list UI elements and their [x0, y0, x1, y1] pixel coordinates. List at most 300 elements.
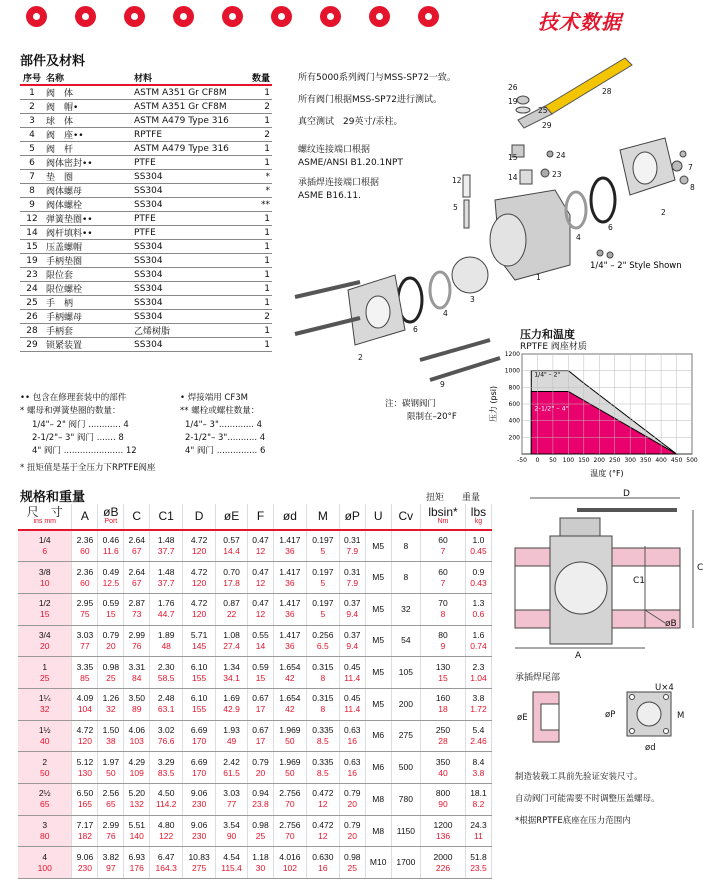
value-inch: 2.87 — [128, 598, 146, 609]
part-material: SS304 — [132, 240, 242, 254]
value-metric: 115.4 — [221, 862, 242, 873]
value-inch: 2½ — [38, 788, 51, 799]
specs-cell — [216, 688, 248, 720]
specs-cell — [339, 688, 365, 720]
value-inch: 1/4 — [38, 535, 51, 546]
value-metric: 44.7 — [157, 609, 175, 620]
specs-cell — [98, 752, 124, 784]
header-dot — [320, 6, 341, 27]
specs-cell — [365, 657, 391, 689]
part-no: 28 — [20, 324, 44, 338]
part-material: 乙烯树脂 — [132, 324, 242, 338]
value-metric: 25 — [347, 862, 357, 873]
specs-cell — [216, 784, 248, 816]
value-inch: 0.98 — [343, 851, 361, 862]
specs-row — [18, 720, 492, 752]
value-metric: 10 — [39, 577, 50, 588]
specs-cell — [421, 625, 466, 657]
value-inch: 1.654 — [279, 693, 301, 704]
value-metric: 103 — [129, 735, 144, 746]
chart-x-tick: 200 — [593, 457, 605, 464]
value-metric: 17 — [255, 735, 266, 746]
value-inch: 1½ — [38, 724, 51, 735]
value-inch: M8 — [372, 825, 385, 836]
value-inch: 0.67 — [252, 724, 269, 735]
value-metric: 16 — [318, 862, 328, 873]
specs-cell — [124, 752, 150, 784]
specs-col-unit: ins mm — [33, 518, 56, 525]
value-metric: 77 — [80, 640, 90, 651]
value-metric: 0.45 — [470, 546, 487, 557]
specs-cell — [18, 593, 72, 625]
header-dot — [173, 6, 194, 27]
value-metric: 37.7 — [157, 546, 175, 557]
part-qty: ** — [242, 198, 272, 212]
value-inch: 1.417 — [279, 535, 301, 546]
parts-row — [20, 170, 272, 184]
specs-cell — [465, 562, 491, 594]
value-metric: 42 — [285, 704, 295, 715]
value-inch: 3.03 — [76, 629, 94, 640]
specs-cell — [216, 562, 248, 594]
specs-cell — [421, 847, 466, 879]
specs-cell — [306, 688, 339, 720]
specs-cell — [124, 657, 150, 689]
part-material: SS304 — [132, 296, 242, 310]
specs-cell — [124, 530, 150, 562]
value-metric: 132 — [129, 799, 144, 810]
parts-row — [20, 156, 272, 170]
part-label: 24 — [556, 151, 566, 160]
value-metric: 23.8 — [252, 799, 269, 810]
value-metric: 65 — [39, 799, 50, 810]
value-metric: 109 — [129, 767, 144, 778]
value-inch: 5.4 — [472, 724, 485, 735]
chart-y-tick: 600 — [508, 401, 520, 408]
specs-cell — [273, 593, 306, 625]
specs-col-header — [216, 504, 248, 530]
chart-title: 压力和温度 — [520, 328, 575, 341]
value-inch: 6.10 — [190, 693, 208, 704]
value-metric: 230 — [192, 831, 207, 842]
parts-row — [20, 100, 272, 114]
specs-col-unit: Nm — [437, 518, 449, 525]
value-metric: 170 — [192, 767, 207, 778]
part-qty: 1 — [242, 296, 272, 310]
parts-row — [20, 198, 272, 212]
part-no: 4 — [20, 128, 44, 142]
value-metric: 7 — [440, 577, 446, 588]
value-inch: 6.47 — [157, 851, 175, 862]
specs-cell — [18, 657, 72, 689]
part-label: 12 — [452, 176, 462, 185]
chart-y-label: 压力 (psi) — [489, 385, 498, 423]
value-metric: 122 — [159, 831, 174, 842]
parts-row — [20, 296, 272, 310]
value-inch: 60 — [438, 535, 448, 546]
value-metric: 67 — [132, 546, 142, 557]
specs-cell — [391, 593, 420, 625]
value-metric: 27.4 — [223, 640, 240, 651]
specs-cell — [150, 562, 183, 594]
value-inch: 2.36 — [76, 535, 94, 546]
parts-col-name: 名称 — [44, 70, 132, 85]
value-inch: 4 — [42, 851, 48, 862]
specs-cell — [98, 530, 124, 562]
value-metric: 70 — [285, 831, 295, 842]
specs-cell — [339, 593, 365, 625]
specs-cell — [98, 784, 124, 816]
value-inch: 6.69 — [190, 756, 208, 767]
page-title: 技术数据 — [538, 10, 622, 34]
specs-cell — [72, 847, 98, 879]
value-metric: 32 — [106, 704, 116, 715]
part-name: 锁紧装置 — [44, 338, 132, 352]
part-no: 7 — [20, 170, 44, 184]
value-inch: 60 — [438, 566, 448, 577]
value-inch: 0.87 — [223, 598, 240, 609]
chart-series-label: 2-1/2" – 4" — [534, 404, 569, 413]
specs-cell — [18, 688, 72, 720]
value-inch: 350 — [435, 756, 451, 767]
specs-cell — [150, 847, 183, 879]
value-inch: 8 — [403, 540, 409, 551]
specs-col-header — [98, 504, 124, 530]
specs-row — [18, 847, 492, 879]
specs-cell — [150, 625, 183, 657]
value-metric: 23.5 — [470, 862, 487, 873]
footnote: 制造装载工具前先验证安装尺寸。 — [515, 772, 643, 782]
value-metric: 155 — [192, 704, 207, 715]
specs-row — [18, 688, 492, 720]
value-metric: 22 — [226, 609, 237, 620]
value-inch: 200 — [398, 698, 413, 709]
note-nut-qty: * 螺母和弹簧垫圈的数量： — [20, 406, 121, 416]
value-metric: 164.3 — [155, 862, 177, 873]
value-inch: 1.6 — [472, 629, 485, 640]
part-name: 手柄套 — [44, 324, 132, 338]
value-metric: 32 — [39, 704, 50, 715]
part-qty: * — [242, 170, 272, 184]
specs-cell — [216, 847, 248, 879]
info-line: ASME/ANSI B1.20.1NPT — [298, 158, 403, 168]
part-qty: 1 — [242, 254, 272, 268]
specs-col-key: M — [317, 509, 328, 523]
part-material: SS304 — [132, 254, 242, 268]
value-inch: 4.72 — [190, 598, 208, 609]
specs-cell — [365, 784, 391, 816]
value-inch: 3 — [42, 820, 48, 831]
value-metric: 18 — [438, 704, 448, 715]
header-dot — [124, 6, 145, 27]
value-inch: 0.98 — [252, 820, 269, 831]
specs-cell — [339, 657, 365, 689]
specs-col-key: øB — [103, 505, 119, 519]
part-material: ASTM A351 Gr CF8M — [132, 100, 242, 114]
chart-x-tick: 450 — [670, 457, 683, 464]
specs-cell — [98, 562, 124, 594]
part-material: SS304 — [132, 170, 242, 184]
value-metric: 182 — [77, 831, 92, 842]
value-inch: 0.57 — [223, 535, 240, 546]
value-inch: 10.83 — [188, 851, 210, 862]
specs-cell — [248, 847, 274, 879]
part-name: 手柄螺母 — [44, 310, 132, 324]
specs-cell — [216, 752, 248, 784]
parts-col-material: 材料 — [132, 70, 242, 85]
value-inch: 9.06 — [76, 851, 94, 862]
part-material: ASTM A479 Type 316 — [132, 142, 242, 156]
value-inch: 0.46 — [102, 535, 120, 546]
chart-x-tick: 400 — [655, 457, 667, 464]
value-metric: 83.5 — [157, 767, 175, 778]
value-metric: 63.1 — [157, 704, 175, 715]
part-label: 4 — [576, 233, 581, 242]
chart-x-tick: 100 — [562, 457, 575, 464]
value-inch: 1 — [42, 661, 48, 672]
value-inch: 54 — [401, 635, 411, 646]
pressure-temperature-chart — [484, 348, 704, 480]
value-metric: 12 — [255, 546, 266, 557]
value-metric: 1.72 — [470, 704, 487, 715]
value-inch: 1.89 — [157, 629, 175, 640]
value-metric: 67 — [132, 577, 142, 588]
note-nut-item: 1/4"– 2" 阀门 ............ 4 — [32, 420, 129, 430]
specs-col-header — [72, 504, 98, 530]
specs-cell — [18, 562, 72, 594]
part-qty: 1 — [242, 268, 272, 282]
note-bolt-item: 2-1/2"– 3"........... 4 — [185, 433, 266, 443]
value-inch: 1/2 — [38, 598, 51, 609]
specs-col-key: U — [373, 509, 383, 523]
value-inch: 0.70 — [223, 566, 240, 577]
part-qty: 1 — [242, 212, 272, 226]
specs-title: 规格和重量 — [20, 490, 86, 505]
part-name: 手 柄 — [44, 296, 132, 310]
part-name: 阀 杆 — [44, 142, 132, 156]
info-line: 承插焊连接端口根据 — [298, 178, 380, 188]
specs-cell — [306, 815, 339, 847]
value-inch: 4.54 — [223, 851, 240, 862]
value-metric: 8 — [440, 609, 446, 620]
value-inch: 3.29 — [157, 756, 175, 767]
value-inch: 6.10 — [190, 661, 208, 672]
value-metric: 8 — [320, 704, 326, 715]
value-metric: 114.2 — [155, 799, 177, 810]
value-inch: M5 — [372, 635, 385, 646]
part-no: 8 — [20, 184, 44, 198]
value-metric: 136 — [435, 831, 451, 842]
value-metric: 170 — [192, 735, 207, 746]
specs-cell — [339, 562, 365, 594]
value-metric: 8.5 — [316, 735, 329, 746]
value-inch: 0.79 — [102, 629, 120, 640]
value-metric: 76 — [106, 831, 116, 842]
value-metric: 25 — [39, 672, 50, 683]
valve-dimension-drawing — [505, 488, 705, 663]
parts-row — [20, 282, 272, 296]
specs-col-header — [183, 504, 216, 530]
value-metric: 120 — [77, 735, 92, 746]
part-qty: 2 — [242, 100, 272, 114]
value-inch: 0.79 — [343, 820, 361, 831]
value-metric: 76 — [132, 640, 142, 651]
specs-table — [18, 504, 492, 879]
value-metric: 100 — [37, 862, 52, 873]
specs-cell — [391, 847, 420, 879]
socket-weld-drawing — [505, 682, 705, 754]
value-inch: 0.45 — [343, 693, 361, 704]
specs-cell — [339, 530, 365, 562]
value-metric: 12 — [255, 609, 266, 620]
torque-label: 扭矩 — [426, 493, 445, 503]
value-metric: 230 — [77, 862, 92, 873]
specs-cell — [465, 593, 491, 625]
specs-col-unit: Port — [104, 518, 118, 525]
specs-cell — [216, 593, 248, 625]
part-material: PTFE — [132, 212, 242, 226]
part-label: 9 — [440, 380, 445, 389]
part-material: SS304 — [132, 310, 242, 324]
value-inch: M6 — [372, 730, 385, 741]
part-label: 26 — [508, 83, 518, 92]
value-metric: 89 — [132, 704, 142, 715]
value-inch: 3.82 — [102, 851, 120, 862]
value-inch: 6.50 — [76, 788, 94, 799]
specs-cell — [391, 562, 420, 594]
value-inch: 0.31 — [343, 566, 361, 577]
chart-x-label: 温度 (°F) — [590, 469, 624, 478]
part-material: PTFE — [132, 156, 242, 170]
carbon-steel-note — [385, 398, 457, 424]
parts-col-no: 序号 — [20, 70, 44, 85]
specs-col-header — [306, 504, 339, 530]
value-inch: 9.06 — [190, 788, 208, 799]
specs-cell — [365, 625, 391, 657]
specs-col-header — [465, 504, 491, 530]
info-line: 真空测试 29英寸/汞柱。 — [298, 117, 403, 127]
value-inch: M5 — [372, 572, 385, 583]
part-label: 7 — [688, 163, 693, 172]
specs-col-key: Cv — [398, 509, 414, 523]
value-metric: 20 — [347, 831, 357, 842]
specs-cell — [183, 847, 216, 879]
value-inch: 0.47 — [252, 598, 269, 609]
part-label: 6 — [413, 325, 418, 334]
part-material: SS304 — [132, 268, 242, 282]
value-metric: 12 — [318, 831, 328, 842]
part-label: 4 — [443, 309, 448, 318]
value-metric: 9 — [440, 640, 446, 651]
value-inch: 0.31 — [343, 535, 361, 546]
value-metric: 11 — [474, 831, 483, 842]
specs-cell — [248, 530, 274, 562]
specs-cell — [98, 593, 124, 625]
value-metric: 0.6 — [472, 609, 485, 620]
parts-row — [20, 142, 272, 156]
specs-cell — [72, 593, 98, 625]
specs-cell — [391, 784, 420, 816]
value-metric: 5 — [320, 546, 326, 557]
part-qty: 1 — [242, 226, 272, 240]
specs-cell — [465, 625, 491, 657]
specs-row — [18, 530, 492, 562]
specs-cell — [465, 530, 491, 562]
part-no: 5 — [20, 142, 44, 156]
value-inch: 3.03 — [223, 788, 240, 799]
note-bolt-qty: ** 螺栓或螺柱数量： — [180, 406, 260, 416]
value-inch: 0.9 — [472, 566, 485, 577]
value-inch: 1.34 — [223, 661, 240, 672]
value-metric: 61.5 — [223, 767, 240, 778]
value-metric: 49 — [226, 735, 237, 746]
specs-cell — [273, 657, 306, 689]
chart-x-tick: 150 — [578, 457, 590, 464]
part-no: 2 — [20, 100, 44, 114]
value-inch: M5 — [372, 540, 385, 551]
specs-cell — [248, 720, 274, 752]
dim-label: A — [575, 651, 582, 661]
weight-label: 重量 — [462, 493, 481, 503]
value-inch: 0.472 — [312, 788, 334, 799]
value-inch: M5 — [372, 667, 385, 678]
value-inch: 4.72 — [76, 724, 94, 735]
part-label: 15 — [508, 153, 518, 162]
value-metric: 85 — [80, 672, 90, 683]
part-no: 3 — [20, 114, 44, 128]
value-metric: 84 — [132, 672, 142, 683]
value-inch: 3.50 — [128, 693, 146, 704]
specs-cell — [465, 847, 491, 879]
specs-row — [18, 562, 492, 594]
value-metric: 90 — [226, 831, 237, 842]
value-inch: 0.197 — [312, 566, 334, 577]
value-inch: 4.29 — [128, 756, 146, 767]
specs-cell — [72, 752, 98, 784]
part-material: ASTM A351 Gr CF8M — [132, 85, 242, 100]
value-inch: 1.417 — [279, 598, 301, 609]
value-inch: 1.93 — [223, 724, 240, 735]
part-qty: 1 — [242, 156, 272, 170]
value-metric: 15 — [438, 672, 448, 683]
specs-cell — [339, 625, 365, 657]
part-no: 26 — [20, 310, 44, 324]
chart-x-tick: 300 — [624, 457, 636, 464]
value-inch: 32 — [401, 603, 411, 614]
part-name: 压盖螺帽 — [44, 240, 132, 254]
value-metric: 58.5 — [157, 672, 175, 683]
part-label: 14 — [508, 173, 518, 182]
value-inch: 1.48 — [157, 535, 175, 546]
value-metric: 120 — [192, 609, 207, 620]
specs-cell — [150, 720, 183, 752]
note-torque: * 扭矩值是基于全压力下RPTFE阀座 — [20, 463, 156, 473]
specs-cell — [273, 688, 306, 720]
specs-cell — [306, 530, 339, 562]
specs-cell — [391, 530, 420, 562]
specs-cell — [183, 593, 216, 625]
specs-cell — [124, 688, 150, 720]
value-metric: 15 — [106, 609, 116, 620]
part-label: 5 — [453, 203, 458, 212]
note-nut-item: 4" 阀门 ...................... 12 — [32, 446, 137, 456]
specs-col-key: øP — [344, 509, 360, 523]
specs-cell — [421, 562, 466, 594]
dim-label: C1 — [633, 576, 646, 586]
specs-cell — [391, 720, 420, 752]
specs-col-key: lbsin* — [428, 505, 458, 519]
value-inch: 0.98 — [102, 661, 120, 672]
